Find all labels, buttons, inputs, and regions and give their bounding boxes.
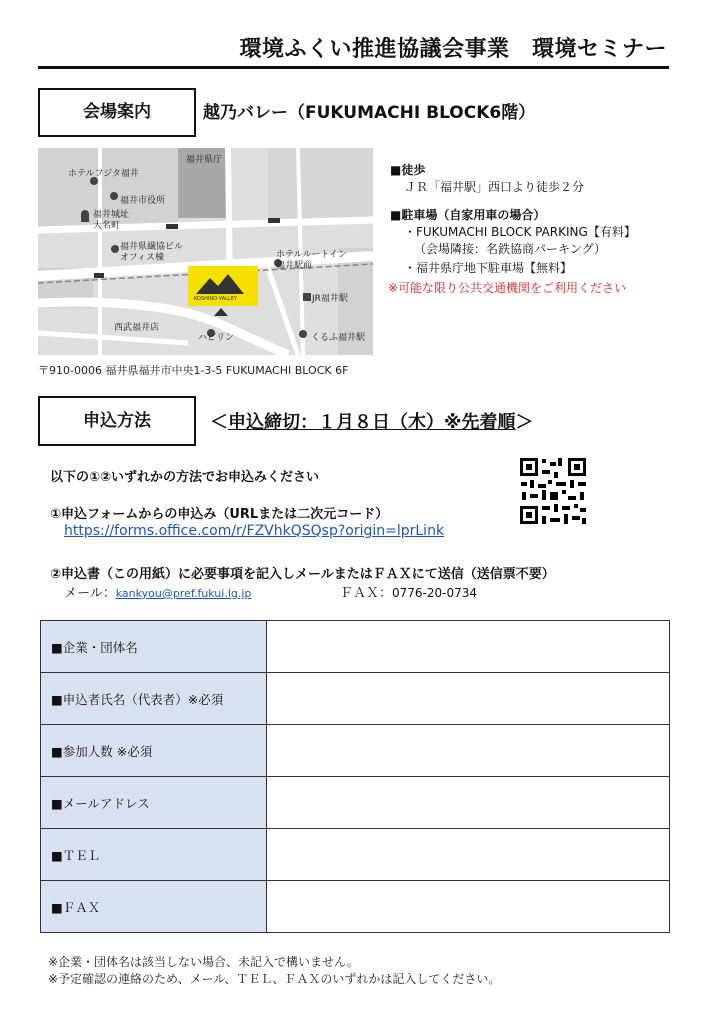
table-row [41, 621, 670, 673]
walk-heading: ■徒歩 [390, 163, 426, 177]
parking-heading: ■駐車場（自家用車の場合） [390, 208, 546, 222]
deadline-close: ＞ [515, 412, 534, 433]
qr-code-icon[interactable] [518, 456, 588, 526]
table-row [41, 829, 670, 881]
deadline-text: 申込締切：１月８日（木）※先着順 [228, 412, 516, 433]
mail-label: メール： [64, 586, 116, 601]
venue-name: 越乃バレー（FUKUMACHI BLOCK6階） [203, 103, 536, 123]
form-field-fax[interactable] [267, 881, 670, 933]
map-label-prefoffice: 福井県庁 [186, 155, 223, 165]
form-label-fax: ■ＦＡＸ [41, 881, 267, 933]
map-label-kururu: くるふ福井駅 [311, 333, 366, 343]
application-form-table [40, 620, 670, 933]
map-label-route-inn: ホテルルートイン 福井駅前 [276, 250, 347, 271]
map-label-castle: 福井城址 大名町 [93, 210, 130, 231]
fax-line [340, 582, 477, 601]
table-row [41, 881, 670, 933]
footnote-1: ※企業・団体名は該当しない場合、未記入で構いません。 [48, 955, 359, 969]
method-1: ①申込フォームからの申込み（URLまたは二次元コード） [50, 507, 389, 522]
mail-address-link[interactable]: kankyou@pref.fukui.lg.jp [115, 587, 252, 600]
map-label-happiring: ハピリン [198, 333, 235, 343]
form-label-attendees: ■参加人数 ※必須 [41, 725, 267, 777]
parking-2: ・福井県庁地下駐車場【無料】 [404, 261, 573, 275]
table-row [41, 725, 670, 777]
form-label-email: ■メールアドレス [41, 777, 267, 829]
walk-text: ＪＲ「福井駅」西口より徒歩２分 [404, 180, 585, 194]
application-section-label: 申込方法 [38, 396, 196, 446]
access-info [390, 162, 636, 297]
map-label-jr-station: JR福井駅 [312, 294, 348, 304]
parking-1: ・FUKUMACHI BLOCK PARKING【有料】 [404, 225, 636, 239]
map-label-prefbldg: 福井県繊協ビル オフィス棟 [120, 242, 184, 263]
deadline-open: ＜ [210, 412, 228, 433]
footnotes [48, 954, 500, 988]
venue-section-label: 会場案内 [38, 88, 196, 137]
table-row [41, 777, 670, 829]
application-intro: 以下の①②いずれかの方法でお申込みください [50, 470, 320, 485]
form-field-attendees[interactable] [267, 725, 670, 777]
method-2: ②申込書（この用紙）に必要事項を記入しメールまたはＦＡＸにて送信（送信票不要） [50, 567, 555, 582]
map-label-hotel-fujita: ホテルフジタ福井 [68, 169, 139, 179]
deadline [210, 408, 534, 434]
fax-number: 0776-20-0734 [392, 586, 478, 600]
form-field-applicant[interactable] [267, 673, 670, 725]
map-logo-text: KOSHINO VALLEY [194, 296, 237, 302]
application-form-link[interactable]: https://forms.office.com/r/FZVhkQSQsp?origin=lprLink [64, 523, 445, 539]
map-label-city-hall: 福井市役所 [120, 196, 166, 206]
form-field-tel[interactable] [267, 829, 670, 881]
transit-note: ※可能な限り公共交通機関をご利用ください [388, 281, 627, 295]
table-row [41, 673, 670, 725]
form-label-company: ■企業・団体名 [41, 621, 267, 673]
form-field-company[interactable] [267, 621, 670, 673]
title-rule [38, 66, 669, 69]
venue-address: 〒910-0006 福井県福井市中央1-3-5 FUKUMACHI BLOCK 6F [38, 364, 349, 377]
venue-map [38, 148, 373, 355]
form-label-applicant: ■申込者氏名（代表者）※必須 [41, 673, 267, 725]
form-field-email[interactable] [267, 777, 670, 829]
map-label-seibu: 西武福井店 [114, 323, 160, 333]
footnote-2: ※予定確認の連絡のため、メール、ＴＥＬ、ＦＡＸのいずれかは記入してください。 [48, 972, 501, 986]
mail-line [64, 582, 251, 601]
page-title: 環境ふくい推進協議会事業 環境セミナー [239, 37, 667, 62]
form-label-tel: ■ＴＥＬ [41, 829, 267, 881]
parking-1-note: （会場隣接：名鉄協商パーキング） [414, 242, 607, 256]
fax-label: ＦＡＸ： [340, 586, 393, 601]
